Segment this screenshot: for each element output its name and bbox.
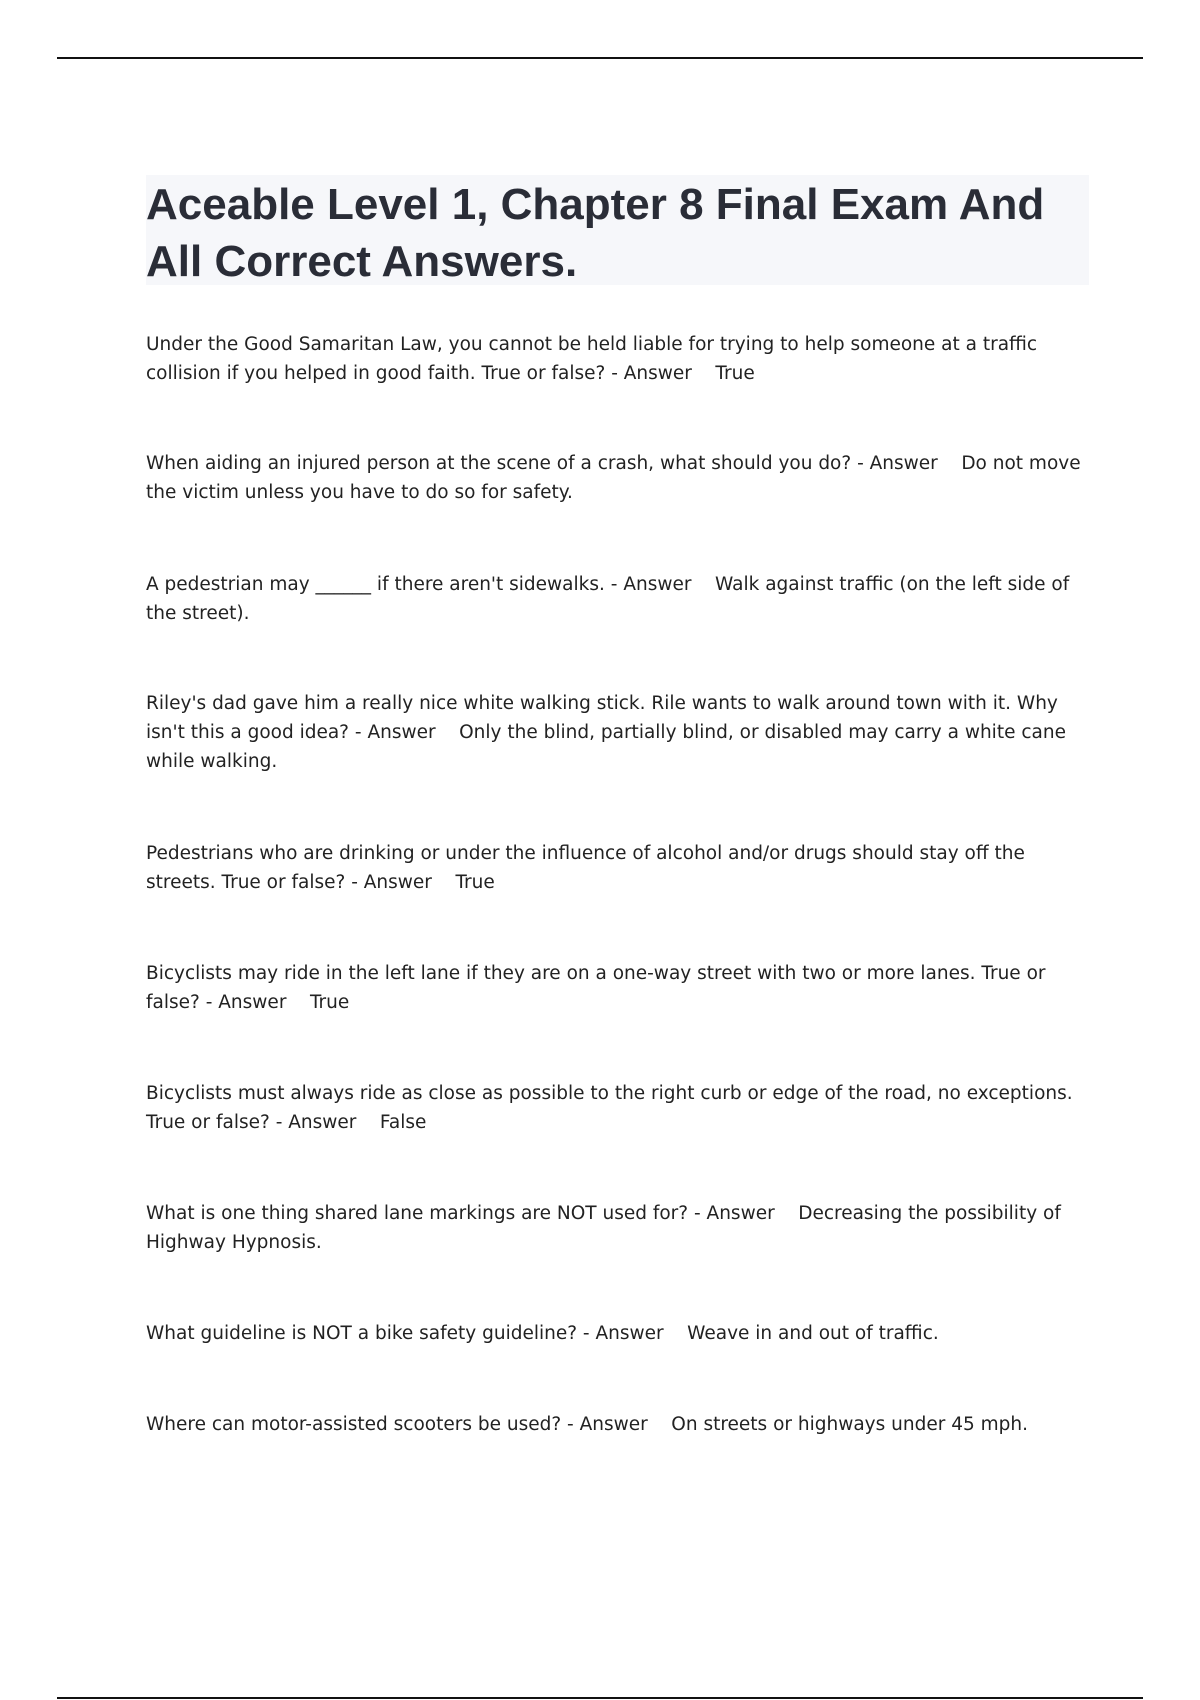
answer-label: Answer [218, 992, 287, 1013]
answer-text: Do not move the victim unless you have to do so for safety. [146, 453, 1081, 503]
answer-text: True [309, 992, 350, 1013]
qa-item-8 [146, 1199, 1086, 1257]
answer-label: Answer [367, 722, 436, 743]
question-text: A pedestrian may ______ if there aren't sidewalks. [146, 574, 605, 595]
answer-label: Answer [706, 1203, 775, 1224]
bottom-rule [57, 1697, 1143, 1699]
separator: - [199, 992, 219, 1013]
separator: - [269, 1112, 289, 1133]
question-text: Bicyclists may ride in the left lane if they are on a one-way street with two or more lanes. True or false? [146, 963, 1046, 1013]
answer-label: Answer [595, 1323, 664, 1344]
page-title: Aceable Level 1, Chapter 8 Final Exam And All Correct Answers. [146, 180, 1045, 286]
answer-label: Answer [623, 574, 692, 595]
question-text: What is one thing shared lane markings are NOT used for? [146, 1203, 689, 1224]
qa-item-9 [146, 1319, 1086, 1348]
answer-label: Answer [623, 363, 692, 384]
answer-text: Only the blind, partially blind, or disabled may carry a white cane while walking. [146, 722, 1066, 772]
qa-item-2 [146, 449, 1086, 507]
separator: - [688, 1203, 707, 1224]
answer-label: Answer [288, 1112, 357, 1133]
separator: - [577, 1323, 596, 1344]
question-text: Riley's dad gave him a really nice white walking stick. Rile wants to walk around town with it. Why isn't this a good idea? [146, 693, 1058, 743]
answer-text: False [379, 1112, 427, 1133]
qa-item-6 [146, 959, 1086, 1017]
separator: - [561, 1414, 580, 1435]
separator: - [604, 574, 624, 595]
separator: - [349, 722, 368, 743]
answer-text: Decreasing the possibility of Highway Hypnosis. [146, 1203, 1061, 1253]
answer-text: Weave in and out of traffic. [687, 1323, 939, 1344]
question-text: What guideline is NOT a bike safety guideline? [146, 1323, 578, 1344]
title-block [146, 175, 1089, 285]
answer-text: Walk against traffic (on the left side of the street). [146, 574, 1070, 624]
answer-text: True [455, 872, 495, 893]
answer-label: Answer [363, 872, 432, 893]
separator: - [851, 453, 870, 474]
qa-item-10 [146, 1410, 1086, 1439]
separator: - [605, 363, 624, 384]
separator: - [345, 872, 364, 893]
top-rule [57, 57, 1143, 59]
answer-label: Answer [869, 453, 938, 474]
question-text: When aiding an injured person at the scene of a crash, what should you do? [146, 453, 852, 474]
qa-item-1 [146, 330, 1086, 388]
question-text: Under the Good Samaritan Law, you cannot be held liable for trying to help someone at a traffic collision if you helped in good faith. True or false? [146, 334, 1038, 384]
question-text: Bicyclists must always ride as close as possible to the right curb or edge of the road, no exceptions. True or false? [146, 1083, 1073, 1133]
qa-item-4 [146, 689, 1086, 776]
answer-text: On streets or highways under 45 mph. [671, 1414, 1029, 1435]
qa-item-3 [146, 570, 1086, 628]
qa-item-5 [146, 839, 1086, 897]
question-text: Where can motor-assisted scooters be used? [146, 1414, 562, 1435]
answer-text: True [715, 363, 755, 384]
qa-item-7 [146, 1079, 1086, 1137]
answer-label: Answer [579, 1414, 648, 1435]
question-text: Pedestrians who are drinking or under the influence of alcohol and/or drugs should stay off the streets. True or false? [146, 843, 1025, 893]
